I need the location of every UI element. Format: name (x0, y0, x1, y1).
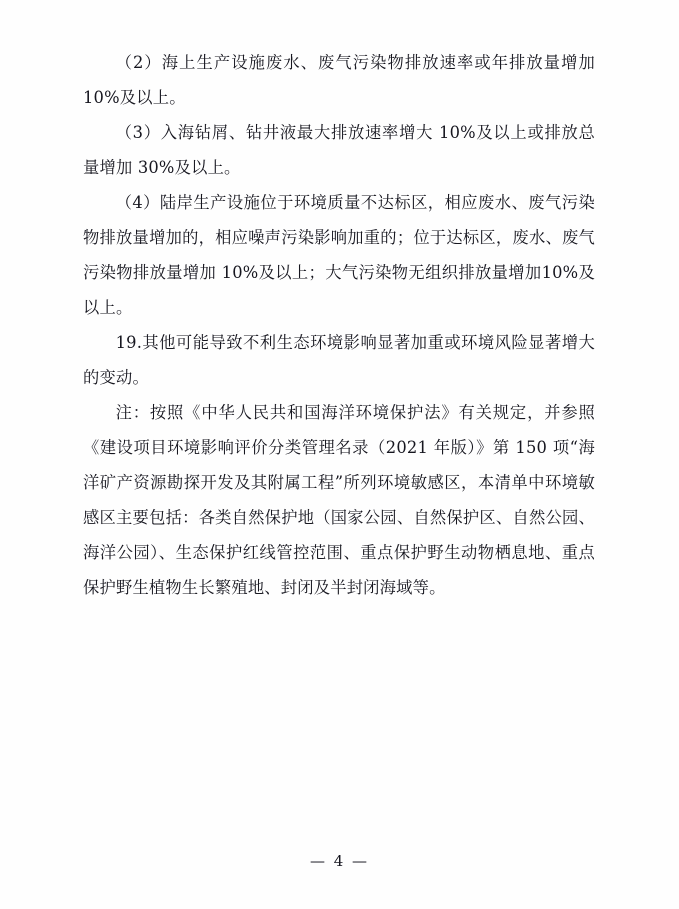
document-body (83, 45, 595, 605)
paragraph-note: 注：按照《中华人民共和国海洋环境保护法》有关规定，并参照《建设项目环境影响评价分类管理名录（2021 年版）》第 150 项“海洋矿产资源勘探开发及其附属工程”所列环境敏感区，本清单中环境敏感区主要包括：各类自然保护地（国家公园、自然保护区、自然公园、海洋公园）、生态保护红线管控范围、重点保护野生动物栖息地、重点保护野生植物生长繁殖地、封闭及半封闭海域等。 (83, 403, 595, 597)
page-number: — 4 — (309, 852, 370, 870)
paragraph-item-4: （4）陆岸生产设施位于环境质量不达标区，相应废水、废气污染物排放量增加的，相应噪声污染影响加重的；位于达标区，废水、废气污染物排放量增加 10%及以上；大气污染物无组织排放量增加10%及以上。 (83, 193, 595, 317)
paragraph-item-3: （3）入海钻屑、钻井液最大排放速率增大 10%及以上或排放总量增加 30%及以上。 (83, 123, 595, 177)
paragraph-item-2: （2）海上生产设施废水、废气污染物排放速率或年排放量增加10%及以上。 (83, 53, 595, 107)
paragraph-item-19: 19.其他可能导致不利生态环境影响显著加重或环境风险显著增大的变动。 (83, 333, 595, 387)
